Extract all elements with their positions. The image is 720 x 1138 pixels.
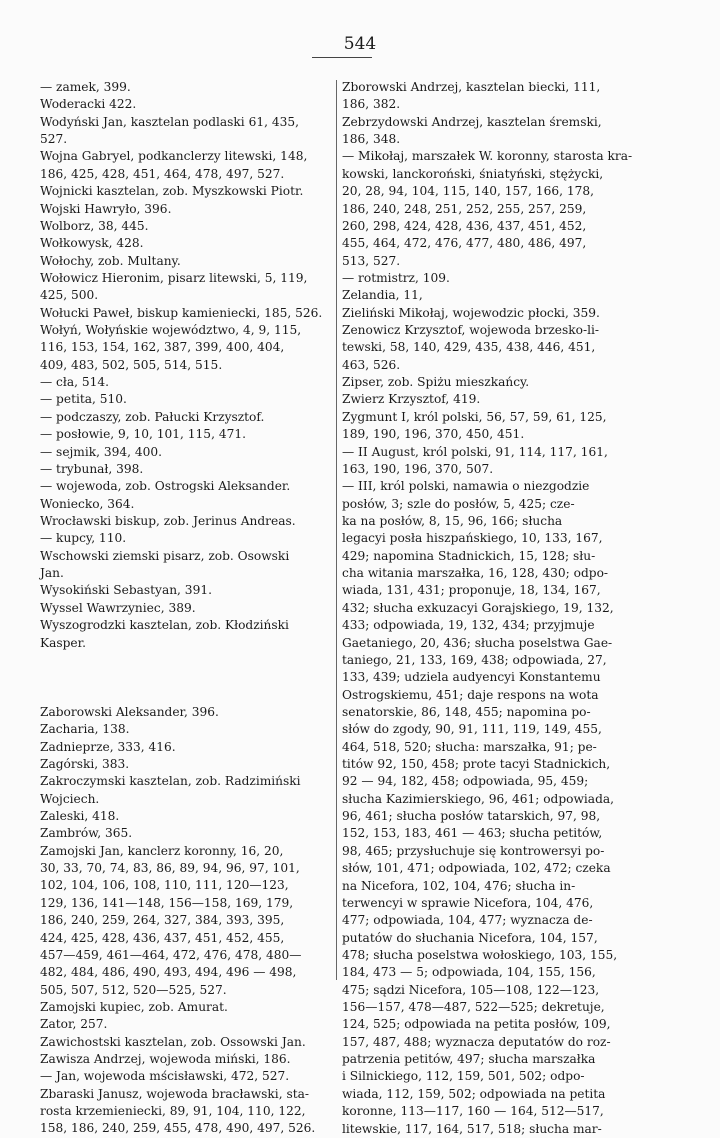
index-line: Wyssel Wawrzyniec, 389. bbox=[40, 600, 196, 615]
index-line: Wodyński Jan, kasztelan podlaski 61, 435, bbox=[40, 114, 299, 129]
index-line: 20, 28, 94, 104, 115, 140, 157, 166, 178, bbox=[342, 184, 594, 199]
index-line: 475; sądzi Nicefora, 105—108, 122—123, bbox=[342, 982, 600, 997]
index-line: — kupcy, 110. bbox=[40, 531, 127, 546]
index-line: 409, 483, 502, 505, 514, 515. bbox=[40, 357, 223, 372]
index-line: 186, 348. bbox=[342, 132, 401, 147]
index-line: Zawichostski kasztelan, zob. Ossowski Jan. bbox=[40, 1034, 306, 1049]
index-line: Zamojski Jan, kanclerz koronny, 16, 20, bbox=[40, 843, 284, 858]
index-line: Zborowski Andrzej, kasztelan biecki, 111, bbox=[342, 80, 601, 94]
index-line: 186, 240, 248, 251, 252, 255, 257, 259, bbox=[342, 201, 587, 216]
index-line: Zbaraski Janusz, wojewoda bracławski, sta- bbox=[40, 1086, 309, 1101]
index-line: ka na posłów, 8, 15, 96, 166; słucha bbox=[342, 513, 563, 528]
index-line: 92 — 94, 182, 458; odpowiada, 95, 459; bbox=[342, 774, 589, 789]
index-line: 163, 190, 196, 370, 507. bbox=[342, 461, 494, 476]
index-line: 424, 425, 428, 436, 437, 451, 452, 455, bbox=[40, 930, 285, 945]
index-line: — III, król polski, namawia o niezgodzie bbox=[342, 479, 590, 494]
index-line: rosta krzemieniecki, 89, 91, 104, 110, 122, bbox=[40, 1104, 306, 1119]
index-line: — wojewoda, zob. Ostrogski Aleksander. bbox=[40, 479, 291, 494]
index-line: 478; słucha poselstwa wołoskiego, 103, 155, bbox=[342, 947, 618, 962]
index-line: Wyszogrodzki kasztelan, zob. Kłodziński bbox=[40, 618, 289, 633]
index-line: 133, 439; udziela audyencyi Konstantemu bbox=[342, 670, 601, 685]
index-line: 30, 33, 70, 74, 83, 86, 89, 94, 96, 97, 101, bbox=[40, 861, 300, 876]
section-gap bbox=[40, 652, 326, 704]
index-line: Zwierz Krzysztof, 419. bbox=[342, 392, 481, 407]
index-line: Zebrzydowski Andrzej, kasztelan śremski, bbox=[342, 114, 602, 129]
index-line: Woniecko, 364. bbox=[40, 496, 135, 511]
index-line: — posłowie, 9, 10, 101, 115, 471. bbox=[40, 427, 246, 442]
index-line: Zakroczymski kasztelan, zob. Radzimiński bbox=[40, 774, 301, 789]
index-line: 463, 526. bbox=[342, 357, 401, 372]
index-line: słów, 101, 471; odpowiada, 102, 472; czeka bbox=[342, 861, 611, 876]
index-line: Zygmunt I, król polski, 56, 57, 59, 61, 125, bbox=[342, 409, 607, 424]
index-line: 129, 136, 141—148, 156—158, 169, 179, bbox=[40, 895, 294, 910]
index-line: tewski, 58, 140, 429, 435, 438, 446, 451, bbox=[342, 340, 596, 355]
index-line: 482, 484, 486, 490, 493, 494, 496 — 498, bbox=[40, 965, 297, 980]
index-line: Zamojski kupiec, zob. Amurat. bbox=[40, 999, 228, 1014]
index-line: patrzenia petitów, 497; słucha marszałka bbox=[342, 1052, 596, 1067]
index-line: 156—157, 478—487, 522—525; dekretuje, bbox=[342, 1000, 605, 1015]
index-line: 186, 382. bbox=[342, 97, 401, 112]
header-rule bbox=[312, 57, 372, 58]
index-line: i Silnickiego, 112, 159, 501, 502; odpo- bbox=[342, 1069, 585, 1084]
index-line: — II August, król polski, 91, 114, 117, 161, bbox=[342, 444, 608, 459]
index-line: litewskie, 117, 164, 517, 518; słucha mar- bbox=[342, 1121, 602, 1136]
index-line: putatów do słuchania Nicefora, 104, 157, bbox=[342, 930, 598, 945]
index-line: posłów, 3; szle do posłów, 5, 425; cze- bbox=[342, 496, 575, 511]
index-line: Wrocławski biskup, zob. Jerinus Andreas. bbox=[40, 513, 296, 528]
index-line: 505, 507, 512, 520—525, 527. bbox=[40, 982, 227, 997]
index-line: — rotmistrz, 109. bbox=[342, 270, 450, 285]
index-line: Wysokiński Sebastyan, 391. bbox=[40, 583, 212, 598]
index-line: — zamek, 399. bbox=[40, 80, 131, 94]
index-line: Wołochy, zob. Multany. bbox=[40, 253, 181, 268]
index-entries-z-continued bbox=[342, 79, 632, 1138]
index-line: Ostrogskiemu, 451; daje respons na wota bbox=[342, 687, 599, 702]
index-line: — podczaszy, zob. Pałucki Krzysztof. bbox=[40, 409, 265, 424]
index-line: Wojciech. bbox=[40, 791, 100, 806]
index-line: Zadnieprze, 333, 416. bbox=[40, 739, 176, 754]
index-line: titów 92, 150, 458; prote tacyi Stadnickich, bbox=[342, 757, 611, 772]
page-number: 544 bbox=[343, 34, 377, 54]
index-line: 98, 465; przysłuchuje się kontrowersyi po- bbox=[342, 843, 605, 858]
index-line: legacyi posła hiszpańskiego, 10, 133, 167, bbox=[342, 531, 603, 546]
index-line: — trybunał, 398. bbox=[40, 461, 144, 476]
index-line: słów do zgody, 90, 91, 111, 119, 149, 455, bbox=[342, 722, 602, 737]
column-divider bbox=[336, 80, 337, 980]
index-line: 96, 461; słucha posłów tatarskich, 97, 98, bbox=[342, 809, 601, 824]
index-line: na Nicefora, 102, 104, 476; słucha in- bbox=[342, 878, 576, 893]
index-line: Wołucki Paweł, biskup kamieniecki, 185, 526. bbox=[40, 305, 323, 320]
index-line: taniego, 21, 133, 169, 438; odpowiada, 27, bbox=[342, 652, 607, 667]
index-line: Woderacki 422. bbox=[40, 97, 137, 112]
index-line: — petita, 510. bbox=[40, 392, 127, 407]
index-line: — cła, 514. bbox=[40, 375, 109, 390]
index-line: Zelandia, 11, bbox=[342, 288, 423, 303]
index-line: Wojna Gabryel, podkanclerzy litewski, 148, bbox=[40, 149, 308, 164]
index-line: Wołkowysk, 428. bbox=[40, 236, 144, 251]
index-line: 158, 186, 240, 259, 455, 478, 490, 497, 526. bbox=[40, 1121, 316, 1136]
index-line: 260, 298, 424, 428, 436, 437, 451, 452, bbox=[342, 218, 587, 233]
index-line: 477; odpowiada, 104, 477; wyznacza de- bbox=[342, 913, 593, 928]
index-line: 184, 473 — 5; odpowiada, 104, 155, 156, bbox=[342, 965, 596, 980]
index-line: terwencyi w sprawie Nicefora, 104, 476, bbox=[342, 895, 594, 910]
index-line: Wojnicki kasztelan, zob. Myszkowski Piotr. bbox=[40, 184, 304, 199]
index-line: 152, 153, 183, 461 — 463; słucha petitów, bbox=[342, 826, 603, 841]
index-line: 513, 527. bbox=[342, 253, 401, 268]
index-line: cha witania marszałka, 16, 128, 430; odpo- bbox=[342, 566, 609, 581]
left-column bbox=[40, 79, 326, 1138]
index-line: Zipser, zob. Spiżu mieszkańcy. bbox=[342, 375, 530, 390]
index-line: 433; odpowiada, 19, 132, 434; przyjmuje bbox=[342, 618, 595, 633]
index-line: 432; słucha exkuzacyi Gorajskiego, 19, 132, bbox=[342, 600, 614, 615]
index-line: 527. bbox=[40, 132, 68, 147]
index-line: Zaborowski Aleksander, 396. bbox=[40, 704, 219, 719]
index-line: Zacharia, 138. bbox=[40, 722, 130, 737]
index-line: 429; napomina Stadnickich, 15, 128; słu- bbox=[342, 548, 596, 563]
index-line: Zieliński Mikołaj, wojewodzic płocki, 359. bbox=[342, 305, 600, 320]
index-line: Wolborz, 38, 445. bbox=[40, 218, 149, 233]
index-line: — Mikołaj, marszałek W. koronny, starosta kra- bbox=[342, 149, 633, 164]
index-line: kowski, lanckoroński, śniatyński, stężycki, bbox=[342, 166, 604, 181]
index-entries-w bbox=[40, 79, 326, 652]
index-line: 425, 500. bbox=[40, 288, 99, 303]
index-line: senatorskie, 86, 148, 455; napomina po- bbox=[342, 704, 591, 719]
index-line: wiada, 112, 159, 502; odpowiada na petita bbox=[342, 1086, 606, 1101]
index-line: Wołyń, Wołyńskie województwo, 4, 9, 115, bbox=[40, 323, 302, 338]
index-line: 457—459, 461—464, 472, 476, 478, 480— bbox=[40, 947, 302, 962]
index-line: Wschowski ziemski pisarz, zob. Osowski bbox=[40, 548, 290, 563]
index-line: 186, 240, 259, 264, 327, 384, 393, 395, bbox=[40, 913, 285, 928]
index-line: 189, 190, 196, 370, 450, 451. bbox=[342, 427, 525, 442]
index-line: 186, 425, 428, 451, 464, 478, 497, 527. bbox=[40, 166, 285, 181]
index-line: Gaetaniego, 20, 436; słucha poselstwa Gae- bbox=[342, 635, 613, 650]
index-line: Zawisza Andrzej, wojewoda miński, 186. bbox=[40, 1052, 291, 1067]
index-line: — sejmik, 394, 400. bbox=[40, 444, 163, 459]
index-line: Zambrów, 365. bbox=[40, 826, 133, 841]
index-line: 157, 487, 488; wyznacza deputatów do roz- bbox=[342, 1034, 611, 1049]
index-line: 455, 464, 472, 476, 477, 480, 486, 497, bbox=[342, 236, 587, 251]
index-line: słucha Kazimierskiego, 96, 461; odpowiada, bbox=[342, 791, 615, 806]
index-line: 102, 104, 106, 108, 110, 111, 120—123, bbox=[40, 878, 289, 893]
index-line: Zenowicz Krzysztof, wojewoda brzesko-li- bbox=[342, 323, 600, 338]
right-column bbox=[342, 79, 632, 1138]
index-line: Wojski Hawryło, 396. bbox=[40, 201, 172, 216]
index-line: — Jan, wojewoda mścisławski, 472, 527. bbox=[40, 1069, 290, 1084]
index-line: Wołowicz Hieronim, pisarz litewski, 5, 119, bbox=[40, 270, 308, 285]
index-line: koronne, 113—117, 160 — 164, 512—517, bbox=[342, 1104, 604, 1119]
index-line: wiada, 131, 431; proponuje, 18, 134, 167, bbox=[342, 583, 601, 598]
index-line: 116, 153, 154, 162, 387, 399, 400, 404, bbox=[40, 340, 285, 355]
index-line: Zaleski, 418. bbox=[40, 809, 120, 824]
index-line: 124, 525; odpowiada na petita posłów, 109, bbox=[342, 1017, 611, 1032]
index-entries-z bbox=[40, 704, 326, 1138]
index-line: Zagórski, 383. bbox=[40, 756, 130, 771]
index-line: Jan. bbox=[40, 566, 64, 581]
index-line: Kasper. bbox=[40, 635, 86, 650]
index-line: 464, 518, 520; słucha: marszałka, 91; pe- bbox=[342, 739, 597, 754]
index-line: Zator, 257. bbox=[40, 1017, 108, 1032]
